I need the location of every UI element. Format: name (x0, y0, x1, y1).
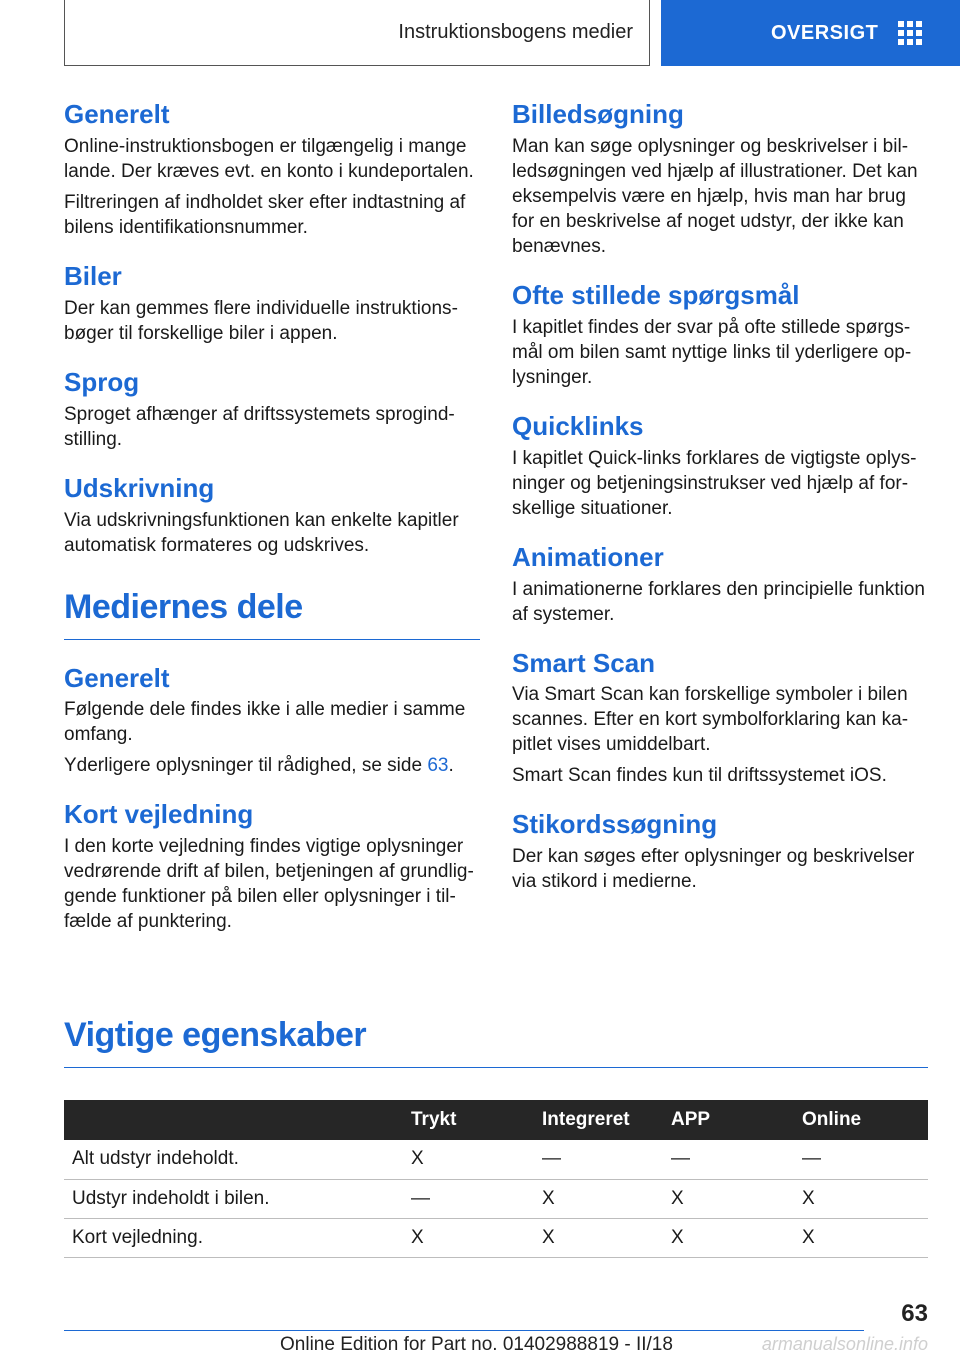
column-header: Online (794, 1100, 928, 1140)
section-heading: Sprog (64, 366, 140, 397)
table-cell: — (663, 1140, 794, 1179)
left-column (64, 100, 480, 940)
section-heading: Biler (64, 260, 122, 291)
section-heading: Animationer (512, 541, 664, 572)
paragraph: Følgende dele findes ikke i alle medier i samme omfang. (64, 699, 466, 746)
paragraph: Online-instruktionsbogen er tilgængelig i mange lande. Der kræves evt. en konto i kundeportalen. (64, 135, 474, 182)
edition-text: Online Edition for Part no. 01402988819 - II/18 (280, 1334, 673, 1355)
section-heading: Udskrivning (64, 472, 215, 503)
overview-label: OVERSIGT (771, 21, 879, 44)
paragraph: Filtreringen af indholdet sker efter indtastning af bilens identifikationsnummer. (64, 191, 466, 238)
paragraph-text: Yderligere oplysninger til rådighed, se side (64, 755, 428, 777)
overview-button[interactable] (661, 0, 960, 66)
table-cell: — (534, 1140, 663, 1179)
column-header: Trykt (403, 1100, 534, 1140)
section-heading: Generelt (64, 662, 170, 693)
section-heading: Billedsøgning (512, 99, 684, 129)
paragraph: I den korte vejledning findes vigtige oplysninger vedrørende drift af bilen, betjeningen af grundliggende funktioner på bilen eller oplysninger i tilfælde af punktering. (64, 836, 474, 933)
chapter-heading: Vigtige egenskaber (64, 1016, 928, 1068)
manual-media-label: Instruktionsbogens medier (398, 21, 633, 43)
paragraph-with-link (64, 753, 480, 778)
table-cell: — (403, 1179, 534, 1218)
grid-icon (898, 21, 922, 45)
table-cell: X (794, 1179, 928, 1218)
paragraph: Via Smart Scan kan forskellige symboler i bilen scannes. Efter en kort symbolforklaring kan kapitlet vises umiddelbart. (512, 684, 909, 756)
paragraph-end: . (448, 755, 454, 777)
paragraph: I kapitlet Quick-links forklares de vigtigste oplysninger og betjeningsinstrukser ved hjælp af forskellige situationer. (512, 447, 917, 519)
paragraph: I kapitlet findes der svar på ofte stillede spørgsmål om bilen samt nyttige links til yderligere oplysninger. (512, 316, 912, 388)
section-heading: Ofte stillede spørgsmål (512, 279, 800, 310)
paragraph: Der kan gemmes flere individuelle instruktionsbøger til forskellige biler i appen. (64, 297, 458, 344)
table-cell: X (403, 1218, 534, 1257)
paragraph: Sproget afhænger af driftssystemets sprogindstilling. (64, 403, 455, 450)
column-header: APP (663, 1100, 794, 1140)
section-heading: Kort vejledning (64, 799, 254, 830)
table-row (64, 1218, 928, 1257)
section-heading: Generelt (64, 99, 170, 129)
table-cell: X (534, 1218, 663, 1257)
table-cell: X (794, 1218, 928, 1257)
page-number: 63 (901, 1300, 928, 1327)
table-row (64, 1179, 928, 1218)
table-header-row (64, 1100, 928, 1140)
section-heading: Smart Scan (512, 647, 656, 678)
paragraph: Smart Scan findes kun til driftssystemet iOS. (512, 765, 887, 787)
column-header: Integreret (534, 1100, 663, 1140)
paragraph: Man kan søge oplysninger og beskrivelser i billedsøgningen ved hjælp af illustrationer. Det kan eksempelvis være en hjælp, hvis man har brug for en beskrivelse af noget udstyr, der ikke kan benævnes. (512, 135, 918, 257)
table-cell: Kort vejledning. (64, 1218, 403, 1257)
paragraph: Der kan søges efter oplysninger og beskrivelser via stikord i medierne. (512, 846, 915, 893)
page-link[interactable]: 63 (427, 755, 449, 777)
paragraph: I animationerne forklares den principielle funktion af systemer. (512, 578, 925, 625)
table-cell: Udstyr indeholdt i bilen. (64, 1179, 403, 1218)
chapter-heading: Mediernes dele (64, 588, 480, 640)
table-cell: X (403, 1140, 534, 1179)
table-cell: X (534, 1179, 663, 1218)
watermark: armanualsonline.info (761, 1334, 928, 1354)
table-cell: X (663, 1218, 794, 1257)
table-cell: — (794, 1140, 928, 1179)
section-heading: Stikordssøgning (512, 809, 718, 840)
column-header (64, 1100, 403, 1140)
table-cell: Alt udstyr indeholdt. (64, 1140, 403, 1179)
section-heading: Quicklinks (512, 410, 644, 441)
page-header (0, 0, 960, 66)
features-table (64, 1100, 928, 1258)
paragraph: Via udskrivningsfunktionen kan enkelte kapitler automatisk formateres og udskrives. (64, 509, 459, 556)
table-cell: X (663, 1179, 794, 1218)
table-row (64, 1140, 928, 1179)
footer-divider (64, 1330, 864, 1331)
features-section (64, 1016, 928, 1258)
right-column (512, 100, 928, 900)
manual-media-tab[interactable] (64, 0, 650, 66)
